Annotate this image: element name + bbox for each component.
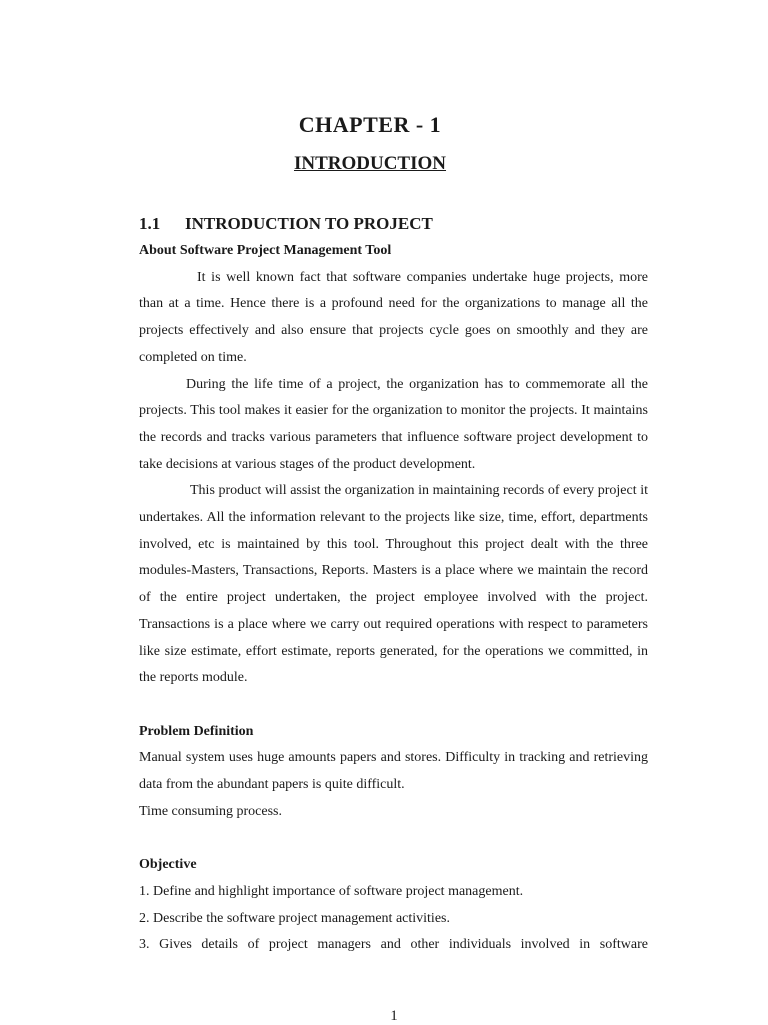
page-number: 1 — [390, 1008, 398, 1024]
section-title: INTRODUCTION TO PROJECT — [185, 214, 433, 233]
objective-item: 3. Gives details of project managers and other individuals involved in software — [139, 937, 648, 953]
objective-heading: Objective — [139, 857, 197, 873]
about-paragraph: During the life time of a project, the organization has to commemorate all the projects. This tool makes it easier for the organization to monitor the projects. It maintains the records and tracks various parameters that influence software project development to take decisions at various stages of the product development. — [139, 376, 648, 472]
objective-item: 2. Describe the software project management activities. — [139, 910, 450, 926]
about-paragraph: It is well known fact that software companies undertake huge projects, more than at a time. Hence there is a profound need for the organizations to manage all the projects effectively and also ensure that projects cycle goes on smoothly and they are completed on time. — [139, 269, 648, 365]
spacer — [139, 692, 648, 719]
about-heading: About Software Project Management Tool — [139, 243, 392, 258]
spacer — [139, 825, 648, 852]
problem-heading: Problem Definition — [139, 723, 254, 739]
problem-text: Time consuming process. — [139, 803, 282, 819]
body-content — [139, 238, 648, 959]
chapter-title: INTRODUCTION — [293, 153, 447, 174]
problem-text: Manual system uses huge amounts papers and stores. Difficulty in tracking and retrieving data from the abundant papers is quite difficult. — [139, 750, 648, 793]
objective-item: 1. Define and highlight importance of software project management. — [139, 883, 524, 899]
section-heading — [139, 214, 433, 234]
chapter-label: CHAPTER - 1 — [298, 112, 442, 137]
section-number: 1.1 — [139, 214, 161, 233]
about-paragraph: This product will assist the organization in maintaining records of every project it undertakes. All the information relevant to the projects like size, time, effort, departments involved, etc is maintained by this tool. Throughout this project dealt with the three modules-Masters, Transactions, Reports. Masters is a place where we maintain the record of the entire project undertaken, the project employee involved with the project. Transactions is a place where we carry out required operations with respect to parameters like size estimate, effort estimate, reports generated, for the operations we committed, in the reports module. — [139, 483, 648, 686]
